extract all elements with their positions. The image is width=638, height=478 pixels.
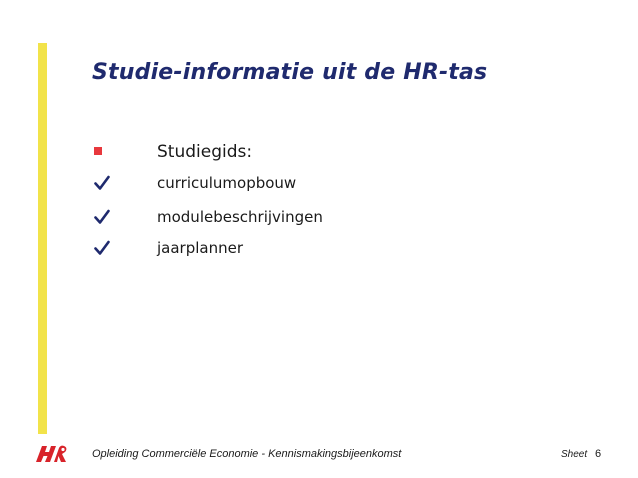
checkmark-icon	[94, 240, 110, 256]
hr-logo-icon	[34, 440, 68, 466]
checkmark-icon	[94, 175, 110, 191]
list-item-text: curriculumopbouw	[157, 174, 297, 192]
checkmark-icon	[94, 209, 110, 225]
bullet-heading-text: Studiegids:	[157, 142, 253, 162]
square-bullet-icon	[94, 147, 102, 155]
list-item-text: jaarplanner	[157, 239, 244, 257]
sheet-label: Sheet	[561, 449, 588, 460]
slide-title: Studie-informatie uit de HR-tas	[92, 60, 488, 85]
accent-bar	[38, 43, 47, 434]
sheet-number: 6	[595, 448, 602, 460]
list-item-text: modulebeschrijvingen	[157, 208, 323, 226]
footer-text: Opleiding Commerciële Economie - Kennismakingsbijeenkomst	[92, 448, 402, 460]
